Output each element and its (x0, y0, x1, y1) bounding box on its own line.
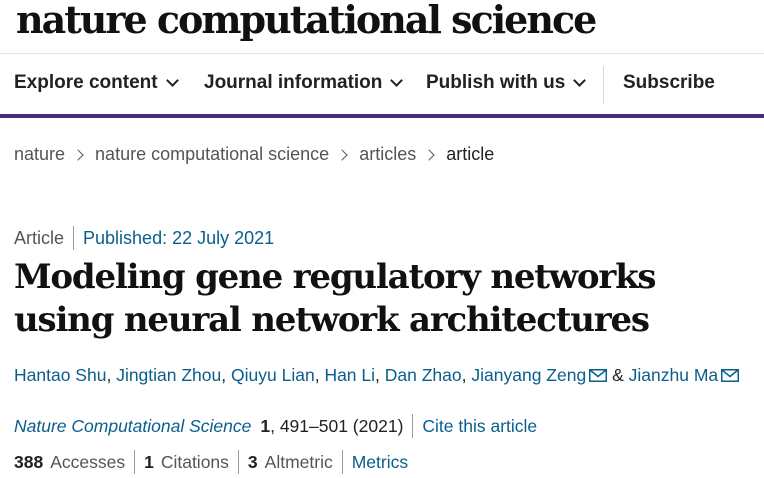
author-link[interactable]: Qiuyu Lian (231, 365, 315, 385)
accesses-label: Accesses (50, 451, 126, 472)
nav-publish-with-us-label: Publish with us (426, 72, 566, 93)
author-link[interactable]: Jingtian Zhou (116, 365, 222, 385)
chevron-right-icon (424, 149, 435, 160)
divider (73, 226, 74, 250)
nav-publish-with-us[interactable] (426, 72, 584, 94)
article-title: Modeling gene regulatory networks using neural network architectures (14, 257, 656, 340)
divider (412, 414, 413, 438)
author-link[interactable]: Jianyang Zeng (471, 365, 587, 385)
nav-divider (603, 66, 604, 104)
metrics-link[interactable]: Metrics (351, 451, 409, 472)
breadcrumb (14, 144, 494, 165)
author-list (14, 365, 739, 386)
journal-link[interactable]: Nature Computational Science (14, 415, 252, 436)
author-separator: , (106, 365, 112, 385)
masthead (0, 0, 764, 54)
author-separator: , (375, 365, 380, 385)
mail-icon[interactable] (721, 369, 739, 382)
breadcrumb-articles[interactable]: articles (359, 144, 417, 164)
author-link[interactable]: Dan Zhao (384, 365, 462, 385)
nav-explore-content[interactable] (14, 72, 177, 94)
article-meta (14, 226, 274, 250)
chevron-down-icon (573, 74, 586, 87)
journal-logo[interactable]: nature computational science (16, 0, 596, 42)
chevron-down-icon (391, 74, 404, 87)
author-and: & (612, 365, 624, 385)
author-separator: , (221, 365, 227, 385)
chevron-right-icon (72, 149, 83, 160)
published-date: Published: 22 July 2021 (83, 227, 275, 248)
author-link[interactable]: Jianzhu Ma (628, 365, 719, 385)
divider (134, 450, 135, 474)
nav-subscribe[interactable] (623, 72, 715, 94)
nav-journal-information[interactable] (204, 72, 401, 94)
author-separator: , (314, 365, 320, 385)
volume-number: 1 (260, 415, 271, 436)
divider (342, 450, 343, 474)
altmetric-count: 3 (247, 451, 258, 472)
citations-count: 1 (144, 451, 154, 472)
altmetric-label: Altmetric (264, 451, 333, 472)
accesses-count: 388 (14, 451, 44, 472)
author-link[interactable]: Hantao Shu (14, 365, 107, 385)
nav-explore-content-label: Explore content (14, 72, 158, 93)
metrics-bar (14, 450, 408, 474)
nav-subscribe-label: Subscribe (623, 72, 715, 93)
article-type: Article (14, 227, 65, 248)
nav-journal-information-label: Journal information (204, 72, 383, 93)
cite-this-article-link[interactable]: Cite this article (422, 415, 538, 436)
citations-label: Citations (160, 451, 229, 472)
nav-accent-bar (0, 114, 764, 118)
breadcrumb-nature[interactable]: nature (14, 144, 66, 164)
divider (238, 450, 239, 474)
pages-year: , 491–501 (2021) (270, 415, 404, 436)
mail-icon[interactable] (589, 369, 607, 382)
chevron-down-icon (166, 74, 179, 87)
citation-line (14, 414, 537, 438)
author-link[interactable]: Han Li (324, 365, 376, 385)
chevron-right-icon (337, 149, 348, 160)
breadcrumb-article: article (446, 144, 495, 164)
author-separator: , (461, 365, 467, 385)
breadcrumb-journal[interactable]: nature computational science (95, 144, 330, 164)
